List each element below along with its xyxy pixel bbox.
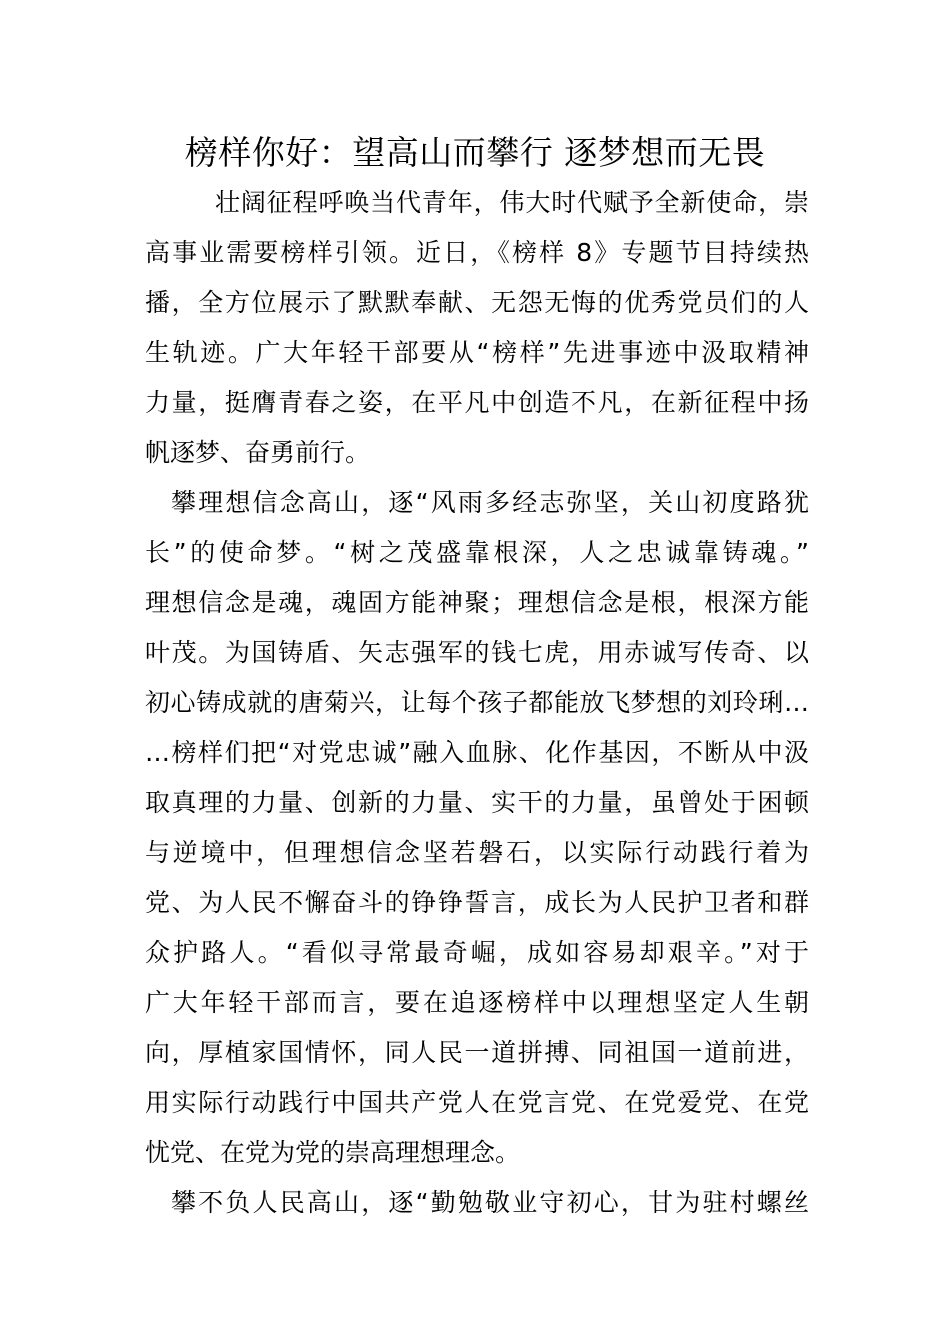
text-line: …榜样们把“对党忠诚”融入血脉、化作基因，不断从中汲 [145, 738, 809, 767]
text-line: 理想信念是魂，魂固方能神聚；理想信念是根，根深方能 [145, 588, 809, 617]
text-line: 壮阔征程呼唤当代青年，伟大时代赋予全新使命，崇 [215, 188, 809, 217]
text-line: 与逆境中，但理想信念坚若磐石，以实际行动践行着为 [145, 838, 809, 867]
paragraph-1 [145, 178, 809, 478]
text-line: 向，厚植家国情怀，同人民一道拼搏、同祖国一道前进， [145, 1038, 809, 1067]
text-line: 党、为人民不懈奋斗的铮铮誓言，成长为人民护卫者和群 [145, 888, 809, 917]
text-line: 取真理的力量、创新的力量、实干的力量，虽曾处于困顿 [145, 788, 809, 817]
text-line: 攀理想信念高山，逐“风雨多经志弥坚，关山初度路犹 [171, 488, 809, 517]
text-line: 初心铸成就的唐菊兴，让每个孩子都能放飞梦想的刘玲琍… [145, 688, 809, 717]
paragraph-3 [145, 1178, 809, 1228]
document-body [145, 178, 809, 1228]
text-line: 用实际行动践行中国共产党人在党言党、在党爱党、在党 [145, 1088, 809, 1117]
text-line: 力量，挺膺青春之姿，在平凡中创造不凡，在新征程中扬 [145, 388, 809, 417]
text-line: 播，全方位展示了默默奉献、无怨无悔的优秀党员们的人 [145, 288, 809, 317]
text-line: 生轨迹。广大年轻干部要从“榜样”先进事迹中汲取精神 [145, 338, 809, 367]
text-line: 众护路人。“看似寻常最奇崛，成如容易却艰辛。”对于 [145, 938, 809, 967]
text-line: 叶茂。为国铸盾、矢志强军的钱七虎，用赤诚写传奇、以 [145, 638, 809, 667]
text-line: 帆逐梦、奋勇前行。 [145, 438, 371, 467]
paragraph-2 [145, 478, 809, 1178]
text-line: 高事业需要榜样引领。近日，《榜样 8》专题节目持续热 [145, 238, 809, 267]
text-line: 广大年轻干部而言，要在追逐榜样中以理想坚定人生朝 [145, 988, 809, 1017]
text-line: 忧党、在党为党的崇高理想理念。 [145, 1138, 521, 1167]
text-line: 攀不负人民高山，逐“勤勉敬业守初心，甘为驻村螺丝 [171, 1188, 809, 1217]
text-line: 长”的使命梦。“树之茂盛靠根深，人之忠诚靠铸魂。” [145, 538, 809, 567]
document-title: 榜样你好：望高山而攀行 逐梦想而无畏 [184, 133, 766, 172]
